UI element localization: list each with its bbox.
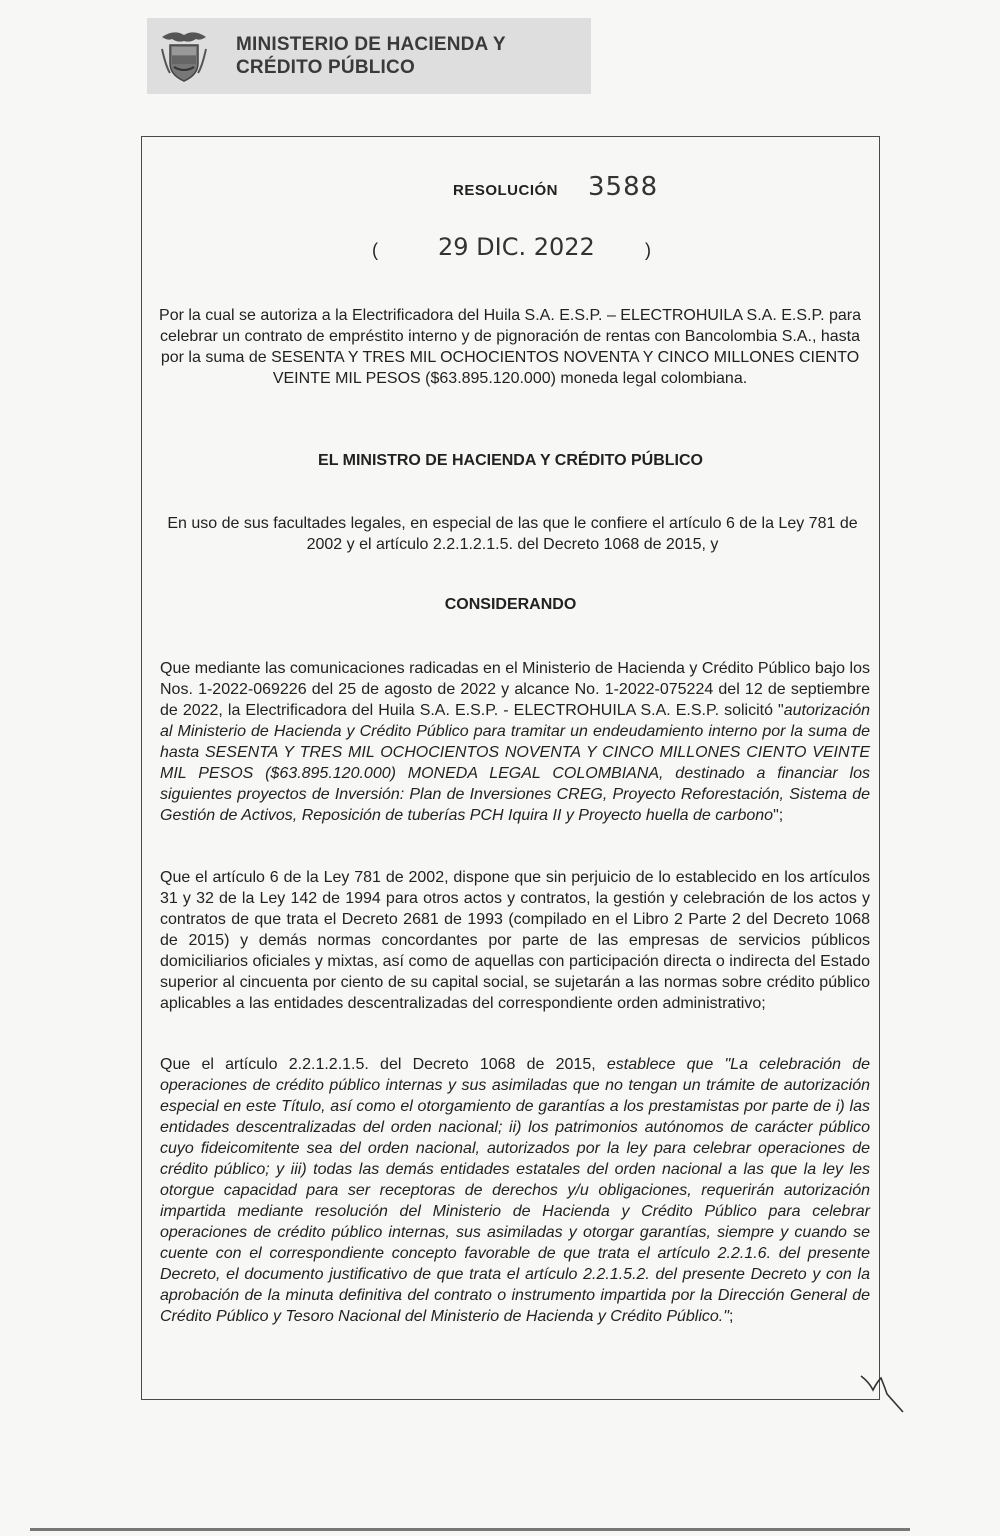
considerando-paragraph-3 xyxy=(160,1054,870,1327)
p1-text: Que mediante las comunicaciones radicadas en el Ministerio de Hacienda y Crédito Público bajo los Nos. 1-2022-069226 del 25 de agosto de 2022 y alcance No. 1-2022-075224 del 12 de septiembre de 2022, la Electrificadora del Huila S.A. E.S.P. - ELECTROHUILA S.A. E.S.P. solicitó " xyxy=(160,660,870,719)
p3-text: Que el artículo 2.2.1.2.1.5. del Decreto 1068 de 2015, xyxy=(160,1056,607,1073)
resolution-label: RESOLUCIÓN xyxy=(453,182,559,199)
ministry-line-2: CRÉDITO PÚBLICO xyxy=(236,57,415,78)
resolution-number: 3588 xyxy=(588,172,659,202)
date-paren-open: ( xyxy=(372,240,378,260)
resolution-date-stamp: 29 DIC. 2022 xyxy=(438,233,595,261)
p1-end: "; xyxy=(773,807,784,824)
resolution-subject: Por la cual se autoriza a la Electrificadora del Huila S.A. E.S.P. – ELECTROHUILA S.A. E.S.P. para celebrar un contrato de empréstito interno y de pignoración de rentas con Bancolombia S.A., hasta por la suma de SESENTA Y TRES MIL OCHOCIENTOS NOVENTA Y CINCO MILLONES CIENTO VEINTE MIL PESOS ($63.895.120.000) moneda legal colombiana. xyxy=(159,307,861,387)
considerando-paragraph-1 xyxy=(160,658,870,826)
coat-of-arms-icon xyxy=(156,27,212,85)
legal-faculties: En uso de sus facultades legales, en especial de las que le confiere el artículo 6 de la Ley 781 de 2002 y el artículo 2.2.1.2.1.5. del Decreto 1068 de 2015, y xyxy=(167,515,858,553)
ministry-name xyxy=(236,33,506,79)
resolution-heading xyxy=(453,172,658,202)
page-bottom-edge xyxy=(30,1528,910,1531)
ministry-line-1: MINISTERIO DE HACIENDA Y xyxy=(236,34,506,55)
considerando-paragraph-2: Que el artículo 6 de la Ley 781 de 2002, dispone que sin perjuicio de lo establecido en los artículos 31 y 32 de la Ley 142 de 1994 para otros actos y contratos, la gestión y celebración de los actos y contratos de que trata el Decreto 2681 de 1993 (compilado en el Libro 2 Parte 2 del Decreto 1068 de 2015) y demás normas concordantes por parte de las empresas de servicios públicos domiciliarios oficiales y mixtas, así como de aquellas con participación directa o indirecta del Estado superior al cincuenta por ciento de su capital social, se sujetarán a las normas sobre crédito público aplicables a las entidades descentralizadas del correspondiente orden administrativo; xyxy=(160,869,870,1012)
handwritten-initial-mark xyxy=(855,1368,915,1428)
p3-end: ; xyxy=(728,1308,734,1325)
date-paren-close: ) xyxy=(645,240,651,260)
p1-quote: autorización al Ministerio de Hacienda y Crédito Público para tramitar un endeudamiento interno por la suma de hasta SESENTA Y TRES MIL OCHOCIENTOS NOVENTA Y CINCO MILLONES CIENTO VEINTE MIL PESOS ($63.895.120.000) MONEDA LEGAL COLOMBIANA, destinado a financiar los siguientes proyectos de Inversión: Plan de Inversiones CREG, Proyecto Reforestación, Sistema de Gestión de Activos, Reposición de tuberías PCH Iquira II y Proyecto huella de carbono xyxy=(160,702,870,824)
minister-title: EL MINISTRO DE HACIENDA Y CRÉDITO PÚBLICO xyxy=(318,452,703,469)
considerando-heading: CONSIDERANDO xyxy=(444,596,577,613)
p3-quote: establece que "La celebración de operaciones de crédito público internas y sus asimiladas que no tengan un trámite de autorización especial en este Título, así como el otorgamiento de garantías a los prestamistas por parte de i) las entidades descentralizadas del orden nacional; ii) los patrimonios autónomos de carácter público cuyo fideicomitente sea del orden nacional, autorizados por la ley para celebrar operaciones de crédito público; y iii) todas las demás entidades estatales del orden nacional a las que la ley les otorgue capacidad para ser receptoras de derechos y/u obligaciones, requerirán autorización impartida mediante resolución del Ministerio de Hacienda y Crédito Público para celebrar operaciones de crédito público internas, sus asimiladas y otorgar garantías, siempre y cuando se cuente con el correspondiente concepto favorable de que trata el artículo 2.2.1.6. del presente Decreto, el documento justificativo de que trata el artículo 2.2.1.5.2. del presente Decreto y con la aprobación de la minuta definitiva del contrato o instrumento impartida por la Dirección General de Crédito Público y Tesoro Nacional del Ministerio de Hacienda y Crédito Público." xyxy=(160,1056,870,1325)
